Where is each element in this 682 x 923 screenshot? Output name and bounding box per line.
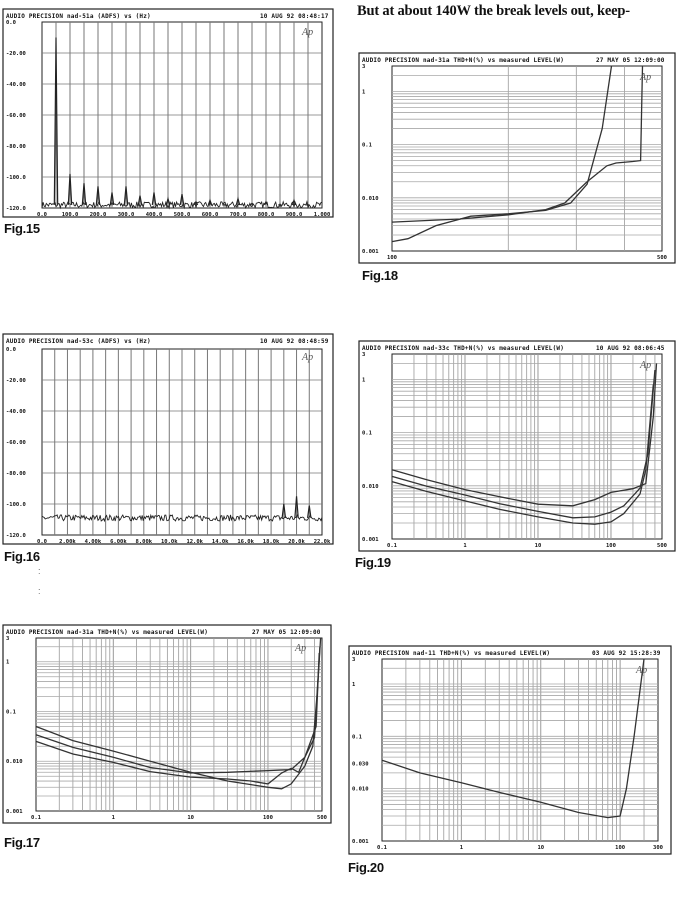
fig17-x-tick-label: 0.1 [31,815,41,821]
ap-logo-icon: Ap [302,27,314,38]
fig15-y-tick-label: -20.00 [6,51,26,57]
fig20-x-tick-label: 100 [615,845,626,851]
fig15-y-tick-label: -120.0 [6,206,26,212]
fig18-x-tick-label: 500 [657,255,667,261]
fig19-panel [358,340,676,552]
fig16-x-tick-label: 12.0k [186,539,204,545]
fig18-y-tick-label: 1 [362,89,366,96]
fig16-y-tick-label: -120.0 [6,533,26,539]
fig15-x-tick-label: 600.0 [201,212,219,218]
fig16-y-tick-label: -80.00 [6,471,26,477]
fig18-header-right: 27 MAY 05 12:09:00 [596,57,665,64]
fig15-x-tick-label: 1.000 [313,212,331,218]
fig17-panel [2,624,332,824]
fig19-series-curve-2 [392,370,655,518]
fig17-y-tick-label: 3 [6,636,10,642]
fig18-caption: Fig.18 [362,268,398,283]
fig18-panel [358,52,676,264]
fig16-chart [2,333,334,545]
ap-logo-icon: Ap [636,665,648,676]
fig16-header-left: AUDIO PRECISION nad-53c (ADFS) vs (Hz) [6,338,151,345]
fig16-y-tick-label: -100.0 [6,502,26,508]
fig15-caption: Fig.15 [4,221,40,236]
fig19-frame [359,341,675,551]
fig15-x-tick-label: 200.0 [89,212,107,218]
fig18-y-tick-label: 0.1 [362,142,372,149]
fig15-x-tick-label: 800.0 [257,212,275,218]
fig18-y-tick-label: 0.010 [362,195,379,202]
fig17-y-tick-label: 0.010 [6,759,23,766]
fig16-y-tick-label: -40.00 [6,409,26,415]
fig17-caption: Fig.17 [4,835,40,850]
fig16-panel [2,333,334,545]
fig16-x-tick-label: 16.0k [237,539,254,545]
ap-logo-icon: Ap [640,360,652,371]
fig15-y-tick-label: -80.00 [6,144,26,150]
fig15-x-tick-label: 300.0 [117,212,135,218]
fig19-x-tick-label: 1 [463,543,467,549]
fig19-y-tick-label: 3 [362,352,366,358]
fig17-x-tick-label: 10 [187,815,194,821]
fig19-chart [358,340,676,552]
fig16-x-tick-label: 8.00k [135,539,153,545]
fig16-caption: Fig.16 [4,549,40,564]
fig17-header-left: AUDIO PRECISION nad-31a THD+N(%) vs measured LEVEL(W) [6,629,209,636]
fig17-y-tick-label: 0.001 [6,809,23,815]
fig18-series-curve-2 [392,66,643,222]
fig15-header-left: AUDIO PRECISION nad-51a (ADFS) vs (Hz) [6,13,151,20]
fig20-x-tick-label: 1 [459,845,464,851]
fig20-header-left: AUDIO PRECISION nad-11 THD+N(%) vs measured LEVEL(W) [352,650,551,657]
fig19-x-tick-label: 0.1 [387,543,397,549]
ap-logo-icon: Ap [295,643,307,654]
fig18-x-tick-label: 100 [387,255,397,261]
fig18-y-tick-label: 3 [362,64,366,70]
fig20-y-tick-label: 0.030 [352,761,369,768]
fig17-series-curve-1 [36,647,320,789]
fig19-y-tick-label: 0.1 [362,430,372,437]
fig19-y-tick-label: 1 [362,377,366,384]
fig20-y-tick-label: 0.1 [352,734,362,741]
fig16-y-tick-label: -20.00 [6,378,26,384]
ap-logo-icon: Ap [302,352,314,363]
fig20-y-tick-label: 1 [352,681,356,688]
fig18-header-left: AUDIO PRECISION nad-31a THD+N(%) vs measured LEVEL(W) [362,57,565,64]
fig20-frame [349,646,671,854]
fig15-y-tick-label: -40.00 [6,82,26,88]
fig16-x-tick-label: 14.0k [211,539,229,545]
fig17-y-tick-label: 1 [6,659,10,666]
fig17-header-right: 27 MAY 05 12:09:00 [252,629,321,636]
fig15-y-tick-label: 0.0 [6,20,16,26]
fig17-x-tick-label: 100 [262,815,273,821]
fig17-y-tick-label: 0.1 [6,709,16,716]
fig19-header-left: AUDIO PRECISION nad-33c THD+N(%) vs measured LEVEL(W) [362,345,565,352]
margin-mark: : [38,566,41,576]
fig15-x-tick-label: 900.0 [285,212,303,218]
fig16-x-tick-label: 22.0k [313,539,331,545]
fig15-chart [2,8,334,218]
fig15-y-tick-label: -100.0 [6,175,26,181]
fig15-y-tick-label: -60.00 [6,113,26,119]
fig17-x-tick-label: 500 [317,815,327,821]
fig15-panel [2,8,334,218]
fig16-x-tick-label: 4.00k [84,539,102,545]
fig15-x-tick-label: 500.0 [173,212,191,218]
fig20-panel [348,645,672,855]
fig16-x-tick-label: 18.0k [262,539,280,545]
fig20-x-tick-label: 10 [537,845,545,851]
fig20-y-tick-label: 0.010 [352,786,369,793]
fig15-x-tick-label: 100.0 [61,212,79,218]
fig16-x-tick-label: 0.0 [37,539,47,545]
fig18-y-tick-label: 0.001 [362,249,379,255]
fig19-x-tick-label: 10 [534,543,542,549]
fig15-x-tick-label: 700.0 [229,212,247,218]
fig19-x-tick-label: 100 [606,543,616,549]
fig15-header-right: 10 AUG 92 08:48:17 [260,13,329,20]
fig20-header-right: 03 AUG 92 15:28:39 [592,650,661,657]
fig20-caption: Fig.20 [348,860,384,875]
fig20-y-tick-label: 0.001 [352,839,369,845]
fig18-frame [359,53,675,263]
fig19-series-curve-3 [392,385,653,525]
fig16-y-tick-label: -60.00 [6,440,26,446]
fig17-x-tick-label: 1 [111,815,115,821]
fig16-y-tick-label: 0.0 [6,347,16,353]
fig19-y-tick-label: 0.001 [362,537,379,543]
page-headline: But at about 140W the break levels out, keep- [357,3,630,19]
fig19-header-right: 10 AUG 92 08:06:45 [596,345,665,352]
fig16-x-tick-label: 20.0k [288,539,305,545]
fig19-caption: Fig.19 [355,555,391,570]
fig20-x-tick-label: 300 [653,845,663,851]
fig15-x-tick-label: 400.0 [145,212,163,218]
fig17-chart [2,624,332,824]
fig19-x-tick-label: 500 [657,543,667,549]
fig16-x-tick-label: 6.00k [110,539,127,545]
fig20-x-tick-label: 0.1 [377,845,387,851]
fig18-chart [358,52,676,264]
fig16-x-tick-label: 2.00k [59,539,76,545]
fig16-x-tick-label: 10.0k [160,539,178,545]
fig15-x-tick-label: 0.0 [37,212,47,218]
fig20-chart [348,645,672,855]
margin-mark: : [38,586,41,596]
fig20-y-tick-label: 3 [352,657,356,663]
ap-logo-icon: Ap [640,72,652,83]
fig19-y-tick-label: 0.010 [362,483,379,490]
fig16-header-right: 10 AUG 92 08:48:59 [260,338,329,345]
